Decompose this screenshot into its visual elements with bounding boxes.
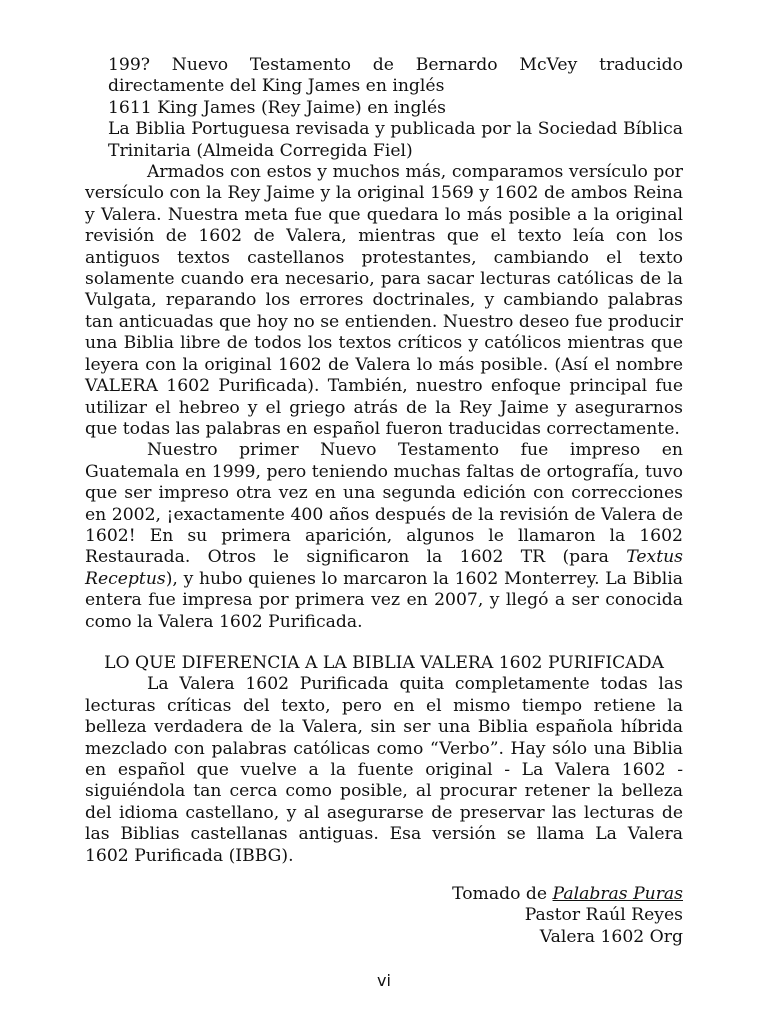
source-line: [85, 884, 683, 905]
source-title: Palabras Puras: [552, 884, 683, 905]
section-heading: LO QUE DIFERENCIA A LA BIBLIA VALERA 1602 PURIFICADA: [104, 652, 664, 673]
paragraph-method: Armados con estos y muchos más, comparamos versículo por versículo con la Rey Jaime y la original 1569 y 1602 de ambos Reina y Valera. Nuestra meta fue que quedara lo más posible a la original revisión de 1602 de Valera, mientras que el texto leía con los antiguos textos castellanos protestantes, cambiando el texto solamente cuando era necesario, para sacar lecturas católicas de la Vulgata, reparando los errores doctrinales, y cambiando palabras tan anticuadas que hoy no se entienden. Nuestro deseo fue producir una Biblia libre de todos los textos críticos y católicos mientras que leyera con la original 1602 de Valera lo más posible. (Así el nombre VALERA 1602 Purificada). También, nuestro enfoque principal fue utilizar el hebreo y el griego atrás de la Rey Jaime y asegurarnos que todas las palabras en español fueron traducidas correctamente.: [85, 162, 683, 439]
textus-receptus-term: Textus Receptus: [85, 547, 683, 589]
paragraph-history: [85, 440, 683, 633]
bibliography-entry: 1611 King James (Rey Jaime) en inglés: [108, 97, 446, 118]
signature-block: [85, 884, 683, 948]
paragraph-history-part-c: ), y hubo quienes lo marcaron la 1602 Monterrey. La Biblia entera fue impresa por primera vez en 2007, y llegó a ser conocida como la Valera 1602 Purificada.: [85, 568, 683, 632]
page-number: vi: [377, 971, 391, 990]
author-line: Pastor Raúl Reyes: [524, 905, 683, 926]
paragraph-difference: La Valera 1602 Purificada quita completamente todas las lecturas críticas del texto, pero en el mismo tiempo retiene la belleza verdadera de la Valera, sin ser una Biblia española híbrida mezclado con palabras católicas como “Verbo”. Hay sólo una Biblia en español que vuelve a la fuente original - La Valera 1602 - siguiéndola tan cerca como posible, al procurar retener la belleza del idioma castellano, y al asegurarse de preservar las lecturas de las Biblias castellanas antiguas. Esa versión se llama La Valera 1602 Purificada (IBBG).: [85, 674, 683, 866]
bibliography-entry: 199? Nuevo Testamento de Bernardo McVey traducido directamente del King James en inglés: [108, 55, 683, 97]
org-line: Valera 1602 Org: [539, 926, 683, 947]
paragraph-history-part-b: En su primera aparición, algunos le llamaron la 1602 Restaurada. Otros le significaron la 1602 TR (para: [85, 525, 683, 568]
bibliography-list: [85, 55, 683, 162]
document-page: [85, 55, 683, 948]
paragraph-history-part-a: Nuestro primer Nuevo Testamento fue impreso en Guatemala en 1999, pero teniendo muchas faltas de ortografía, tuvo que ser impreso otra vez en una segunda edición con correcciones en 2002, ¡exactamente 400 años después de la revisión de Valera de 1602!: [85, 440, 683, 546]
source-prefix: Tomado de: [452, 884, 553, 905]
bibliography-entry: La Biblia Portuguesa revisada y publicada por la Sociedad Bíblica Trinitaria (Almeida Corregida Fiel): [108, 119, 683, 161]
